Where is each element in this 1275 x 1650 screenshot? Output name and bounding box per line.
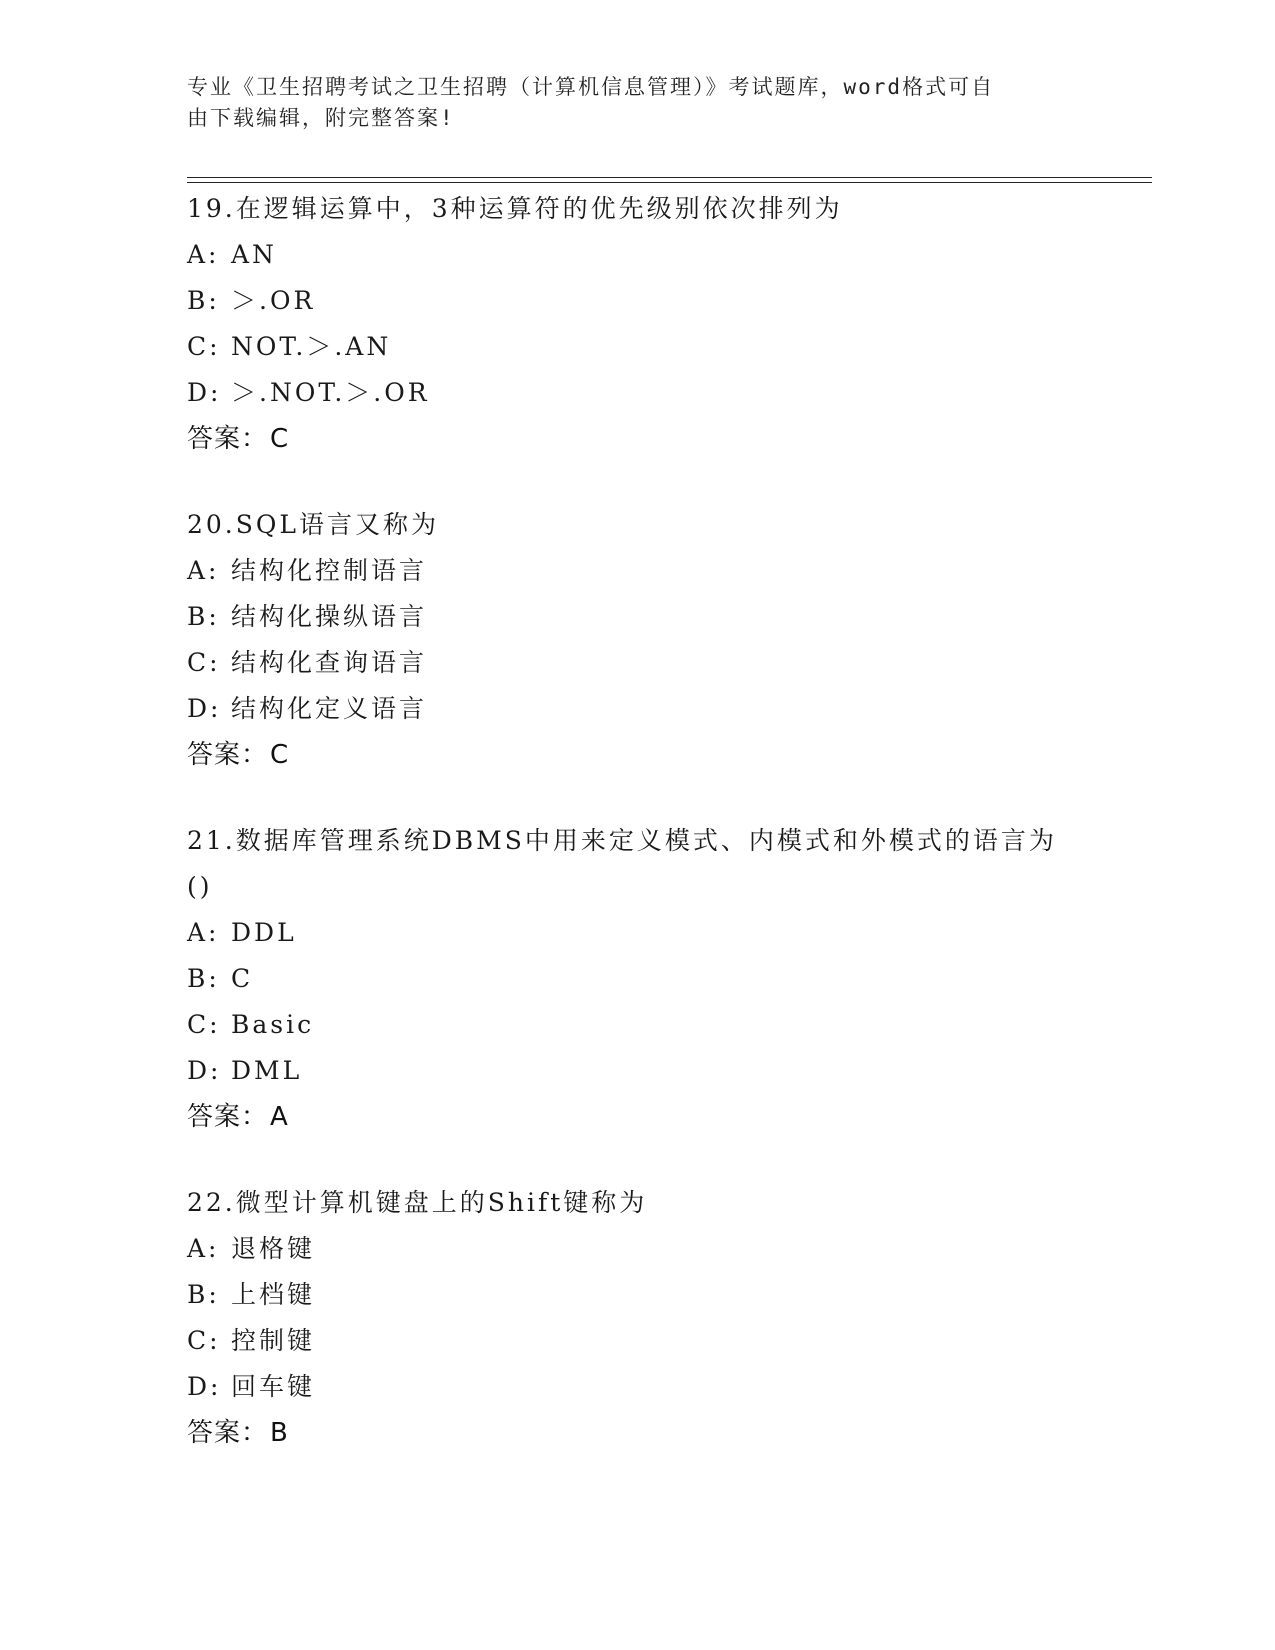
option-text: 结构化定义语言 [231, 694, 428, 723]
question-21 [187, 818, 1087, 1140]
option-b [187, 1272, 1087, 1318]
option-d [187, 686, 1087, 732]
option-letter: C: [187, 648, 221, 677]
option-letter: A: [187, 240, 220, 269]
option-c [187, 324, 1087, 370]
option-a [187, 232, 1087, 278]
option-text: ＞.NOT.＞.OR [231, 378, 430, 407]
option-text: 结构化控制语言 [231, 556, 428, 585]
option-letter: D: [187, 694, 222, 723]
answer [187, 416, 1087, 462]
question-stem: 22.微型计算机键盘上的Shift键称为 [187, 1188, 648, 1217]
option-letter: A: [187, 1234, 220, 1263]
option-letter: D: [187, 1372, 222, 1401]
option-text: Basic [231, 1010, 315, 1039]
page-header [187, 72, 1067, 134]
option-letter: B: [187, 286, 220, 315]
answer-label: 答案： [187, 1418, 269, 1448]
option-text: 上档键 [231, 1280, 316, 1309]
option-letter: B: [187, 964, 220, 993]
option-d [187, 370, 1087, 416]
option-text: NOT.＞.AN [231, 332, 392, 361]
option-text: 控制键 [231, 1326, 316, 1355]
option-text: 结构化操纵语言 [231, 602, 428, 631]
option-c [187, 1002, 1087, 1048]
answer-label: 答案： [187, 424, 269, 454]
option-letter: C: [187, 1326, 221, 1355]
option-text: DML [231, 1056, 303, 1085]
question-22 [187, 1180, 1087, 1456]
answer [187, 1410, 1087, 1456]
answer [187, 1094, 1087, 1140]
answer [187, 732, 1087, 778]
answer-value: C [270, 424, 290, 454]
answer-label: 答案： [187, 1102, 269, 1132]
option-b [187, 594, 1087, 640]
header-divider-top [187, 177, 1152, 178]
option-text: AN [231, 240, 277, 269]
option-text: ＞.OR [231, 286, 316, 315]
answer-value: C [270, 740, 290, 770]
option-letter: A: [187, 556, 220, 585]
option-a [187, 548, 1087, 594]
option-letter: A: [187, 918, 220, 947]
question-19 [187, 186, 1087, 462]
header-line-1: 专业《卫生招聘考试之卫生招聘（计算机信息管理）》考试题库，word格式可自 [187, 75, 995, 99]
answer-value: B [270, 1418, 289, 1448]
option-text: 结构化查询语言 [231, 648, 428, 677]
question-20 [187, 502, 1087, 778]
header-divider-bottom [187, 182, 1152, 183]
option-b [187, 278, 1087, 324]
question-stem-line-2: () [187, 872, 213, 901]
option-d [187, 1048, 1087, 1094]
question-stem: 20.SQL语言又称为 [187, 510, 439, 539]
question-stem-line-1: 21.数据库管理系统DBMS中用来定义模式、内模式和外模式的语言为 [187, 826, 1057, 855]
option-text: 退格键 [231, 1234, 316, 1263]
option-a [187, 910, 1087, 956]
option-text: 回车键 [231, 1372, 316, 1401]
option-letter: D: [187, 1056, 222, 1085]
option-b [187, 956, 1087, 1002]
option-a [187, 1226, 1087, 1272]
answer-label: 答案： [187, 740, 269, 770]
header-line-2: 由下载编辑，附完整答案! [187, 106, 455, 130]
option-letter: B: [187, 602, 220, 631]
option-c [187, 640, 1087, 686]
answer-value: A [270, 1102, 289, 1132]
question-stem: 19.在逻辑运算中，3种运算符的优先级别依次排列为 [187, 194, 843, 223]
option-c [187, 1318, 1087, 1364]
option-d [187, 1364, 1087, 1410]
option-letter: B: [187, 1280, 220, 1309]
option-letter: C: [187, 332, 221, 361]
option-letter: C: [187, 1010, 221, 1039]
option-letter: D: [187, 378, 222, 407]
option-text: C [231, 964, 254, 993]
option-text: DDL [231, 918, 297, 947]
